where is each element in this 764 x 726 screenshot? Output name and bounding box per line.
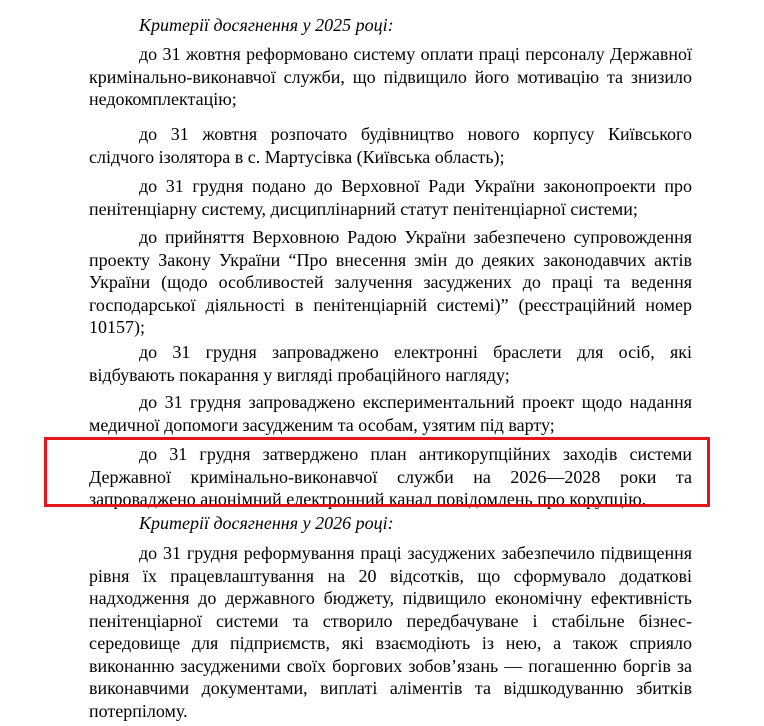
criteria-2025-item-4: до прийняття Верховною Радою України забезпечено супровождення проекту Закону України “Про внесення змін до деяких законодавчих актів України (щодо особливостей залучення засуджених до праці та ведення господарської діяльності в пенітенціарній системі)” (реєстраційний номер 10157); (89, 227, 692, 337)
criteria-2025-item-3: до 31 грудня подано до Верховної Ради України законопроекти про пенітенціарну систему, дисциплінарний статут пенітенціарної системи; (89, 176, 692, 219)
criteria-2025-item-2: до 31 жовтня розпочато будівництво нового корпусу Київського слідчого ізолятора в с. Мартусівка (Київська область); (89, 124, 692, 167)
criteria-2025-heading: Критерії досягнення у 2025 році: (139, 15, 394, 35)
criteria-2026-item-1: до 31 грудня реформування праці засуджених забезпечило підвищення рівня їх працевлаштування на 20 відсотків, що сформувало додаткові надходження до державного бюджету, підвищило економічну ефективність пенітенціарної системи та створило передбачуване і стабільне бізнес-середовище для підприємств, які взаємодіють із нею, а також сприяло виконанню засудженими своїх боргових зобов’язань — погашенню боргів за виконавчими документами, виплаті аліментів та відшкодуванню збитків потерпілому. (89, 543, 692, 721)
criteria-2026-heading: Критерії досягнення у 2026 році: (139, 513, 394, 533)
criteria-2025-item-5: до 31 грудня запроваджено електронні браслети для осіб, які відбувають покарання у вигляді пробаційного нагляду; (89, 342, 692, 385)
criteria-2025-item-7: до 31 грудня затверджено план антикорупційних заходів системи Державної кримінально-виконавчої служби на 2026—2028 роки та запроваджено анонімний електронний канал повідомлень про корупцію. (89, 444, 692, 509)
criteria-2025-item-1: до 31 жовтня реформовано систему оплати праці персоналу Державної кримінально-виконавчої служби, що підвищило його мотивацію та знизило недокомплектацію; (89, 44, 692, 109)
highlight-frame (44, 437, 710, 507)
criteria-2025-item-6: до 31 грудня запроваджено експериментальний проект щодо надання медичної допомоги засудженим та особам, узятим під варту; (89, 392, 692, 435)
